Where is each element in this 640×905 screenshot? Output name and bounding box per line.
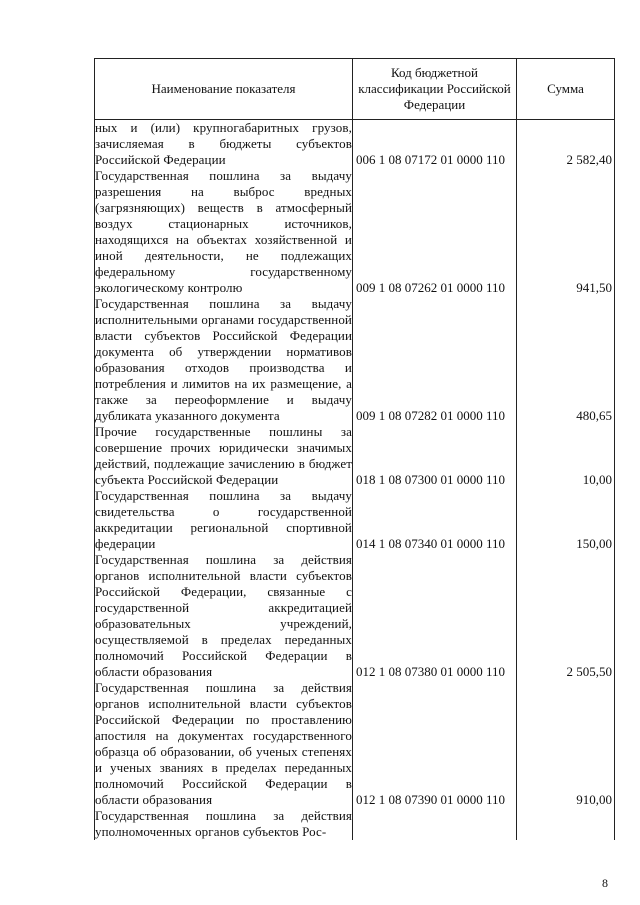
row-sum xyxy=(517,808,615,840)
table-row xyxy=(95,488,615,552)
row-name: ных и (или) крупногабаритных грузов, зачисляемая в бюджеты субъектов Российской Федерации xyxy=(95,120,352,167)
row-code: 014 1 08 07340 01 0000 110 xyxy=(353,488,517,552)
row-name: Государственная пошлина за выдачу исполнительными органами государственной власти субъектов Российской Федерации документа об утверждении нормативов образования отходов производства и потребления и лимитов на их размещение, а также за переоформление и выдачу дубликата указанного документа xyxy=(95,296,352,423)
header-budget-code: Код бюджетной классификации Российской Федерации xyxy=(353,59,517,120)
header-indicator-name: Наименование показателя xyxy=(95,59,353,120)
row-name: Прочие государственные пошлины за совершение прочих юридически значимых действий, подлежащие зачислению в бюджет субъекта Российской Федерации xyxy=(95,424,352,487)
row-name: Государственная пошлина за действия уполномоченных органов субъектов Рос- xyxy=(95,808,352,839)
table-row xyxy=(95,296,615,424)
table-row xyxy=(95,168,615,296)
row-sum: 910,00 xyxy=(517,680,615,808)
row-sum: 2 582,40 xyxy=(517,120,615,169)
table-row xyxy=(95,424,615,488)
row-name: Государственная пошлина за действия органов исполнительной власти субъектов Российской Федерации по проставлению апостиля на документах государственного образца об образовании, об ученых степенях и ученых званиях в пределах переданных полномочий Российской Федерации в области образования xyxy=(95,680,352,807)
row-sum: 2 505,50 xyxy=(517,552,615,680)
row-name: Государственная пошлина за выдачу свидетельства о государственной аккредитации региональной спортивной федерации xyxy=(95,488,352,551)
table-row xyxy=(95,808,615,840)
header-amount: Сумма xyxy=(517,59,615,120)
table-header-row xyxy=(95,59,615,120)
row-sum: 10,00 xyxy=(517,424,615,488)
table-row xyxy=(95,120,615,169)
row-sum: 150,00 xyxy=(517,488,615,552)
row-sum: 941,50 xyxy=(517,168,615,296)
row-code: 012 1 08 07390 01 0000 110 xyxy=(353,680,517,808)
row-code: 009 1 08 07262 01 0000 110 xyxy=(353,168,517,296)
row-code xyxy=(353,808,517,840)
row-name: Государственная пошлина за действия органов исполнительной власти субъектов Российской Федерации, связанные с государственной аккредитацией образовательных учреждений, осуществляемой в пределах переданных полномочий Российской Федерации в области образования xyxy=(95,552,352,679)
table-row xyxy=(95,552,615,680)
row-code: 006 1 08 07172 01 0000 110 xyxy=(353,120,517,169)
budget-table xyxy=(94,58,615,840)
table-row xyxy=(95,680,615,808)
row-sum: 480,65 xyxy=(517,296,615,424)
page-number: 8 xyxy=(602,876,608,890)
row-code: 012 1 08 07380 01 0000 110 xyxy=(353,552,517,680)
row-code: 018 1 08 07300 01 0000 110 xyxy=(353,424,517,488)
row-name: Государственная пошлина за выдачу разрешения на выброс вредных (загрязняющих) веществ в атмосферный воздух стационарных источников, находящихся на объектах хозяйственной и иной деятельности, не подлежащих федеральному государственному экологическому контролю xyxy=(95,168,352,295)
row-code: 009 1 08 07282 01 0000 110 xyxy=(353,296,517,424)
